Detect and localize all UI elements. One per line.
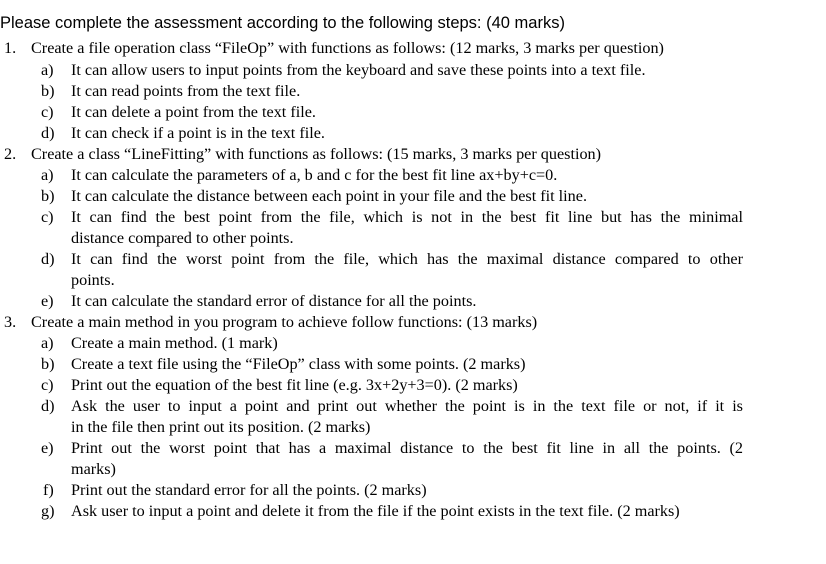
section-1-item-c-text: It can delete a point from the text file. [71, 103, 316, 121]
section-3-item-c-text: Print out the equation of the best fit line (e.g. 3x+2y+3=0). (2 marks) [71, 376, 518, 394]
section-3-item-b-label: b) [41, 355, 55, 373]
section-3-item-b-text: Create a text file using the “FileOp” class with some points. (2 marks) [71, 355, 526, 373]
section-2-item-e-text: It can calculate the standard error of distance for all the points. [71, 292, 477, 310]
section-2-item-b-text: It can calculate the distance between each point in your file and the best fit line. [71, 187, 587, 205]
section-3-item-d-label: d) [41, 397, 55, 415]
section-3-item-d-text-line-1: Ask the user to input a point and print out whether the point is in the text file or not, if it is [71, 397, 743, 415]
section-3-item-a-text: Create a main method. (1 mark) [71, 334, 278, 352]
section-2-item-d-text-line-1: It can find the worst point from the file, which has the maximal distance compared to other [71, 250, 743, 268]
section-1-item-c-label: c) [41, 103, 54, 121]
section-2-item-c-label: c) [41, 208, 54, 226]
section-3-item-a-label: a) [41, 334, 54, 352]
section-2-item-d-label: d) [41, 250, 55, 268]
section-3-item-g-label: g) [41, 502, 55, 520]
section-2-item-a-text: It can calculate the parameters of a, b and c for the best fit line ax+by+c=0. [71, 166, 558, 184]
section-3-item-f-text: Print out the standard error for all the points. (2 marks) [71, 481, 427, 499]
section-1-number: 1. [4, 39, 17, 57]
section-1-item-d-text: It can check if a point is in the text file. [71, 124, 325, 142]
section-1-item-b-text: It can read points from the text file. [71, 82, 301, 100]
section-2-item-d-text-line-2: points. [71, 271, 115, 289]
section-3-number: 3. [4, 313, 17, 331]
assessment-heading: Please complete the assessment according to the following steps: (40 marks) [0, 14, 565, 32]
section-2-number: 2. [4, 145, 17, 163]
section-1-item-d-label: d) [41, 124, 55, 142]
section-1-item-b-label: b) [41, 82, 55, 100]
section-2-item-e-label: e) [41, 292, 54, 310]
section-1-item-a-text: It can allow users to input points from the keyboard and save these points into a text file. [71, 61, 646, 79]
section-3-item-e-text-line-1: Print out the worst point that has a maximal distance to the best fit line in all the points. (2 [71, 439, 743, 457]
section-2-item-c-text-line-2: distance compared to other points. [71, 229, 294, 247]
section-1-text: Create a file operation class “FileOp” with functions as follows: (12 marks, 3 marks per question) [31, 39, 664, 57]
section-3-item-e-label: e) [41, 439, 54, 457]
section-3-item-e-text-line-2: marks) [71, 460, 116, 478]
section-3-item-f-label: f) [43, 481, 54, 499]
section-3-item-c-label: c) [41, 376, 54, 394]
section-3-text: Create a main method in you program to achieve follow functions: (13 marks) [31, 313, 538, 331]
section-3-item-d-text-line-2: in the file then print out its position. (2 marks) [71, 418, 371, 436]
section-2-item-b-label: b) [41, 187, 55, 205]
section-3-item-g-text: Ask user to input a point and delete it from the file if the point exists in the text file. (2 marks) [71, 502, 680, 520]
section-2-item-a-label: a) [41, 166, 54, 184]
section-2-item-c-text-line-1: It can find the best point from the file, which is not in the best fit line but has the minimal [71, 208, 743, 226]
section-1-item-a-label: a) [41, 61, 54, 79]
section-2-text: Create a class “LineFitting” with functions as follows: (15 marks, 3 marks per question) [31, 145, 602, 163]
